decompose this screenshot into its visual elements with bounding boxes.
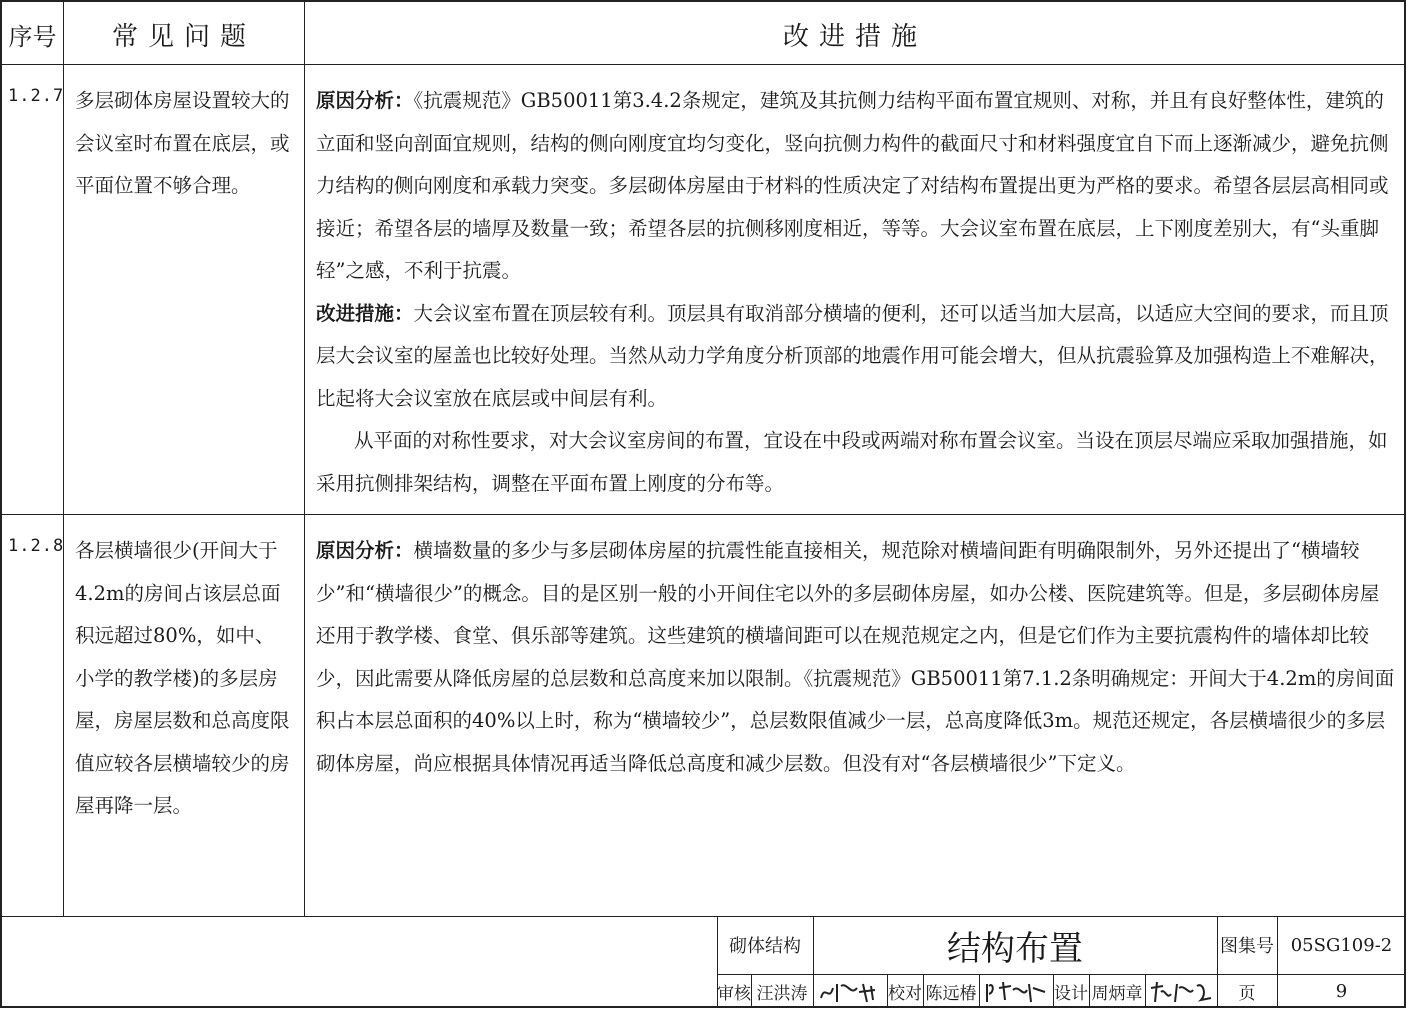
tb-title: 结构布置 — [947, 928, 1083, 969]
row-measures — [316, 80, 1396, 505]
measure-text-2: 从平面的对称性要求，对大会议室房间的布置，宜设在中段或两端对称布置会议室。当设在顶层尽端应采取加强措施，如采用抗侧排架结构，调整在平面布置上刚度的分布等。 — [316, 429, 1388, 495]
tb-check-label: 校对 — [888, 983, 922, 1004]
checker-signature — [983, 978, 1049, 1006]
tb-category: 砌体结构 — [729, 936, 801, 957]
tb-atlas-no: 05SG109-2 — [1290, 934, 1393, 956]
cause-text: 横墙数量的多少与多层砌体房屋的抗震性能直接相关，规范除对横墙间距有明确限制外，另外还提出了“横墙较少”和“横墙很少”的概念。目的是区别一般的小开间住宅以外的多层砌体房屋，如办公楼、医院建筑等。但是，多层砌体房屋还用于教学楼、食堂、俱乐部等建筑。这些建筑的横墙间距可以在规范规定之内，但是它们作为主要抗震构件的墙体却比较少，因此需要从降低房屋的总层数和总高度来加以限制。《抗震规范》GB50011第7.1.2条明确规定：开间大于4.2m的房间面积占本层总面积的40%以上时，称为“横墙较少”，总层数限值减少一层，总高度降低3m。规范还规定，各层横墙很少的多层砌体房屋，尚应根据具体情况再适当降低总高度和减少层数。但没有对“各层横墙很少”下定义。 — [316, 539, 1395, 775]
measure-text: 大会议室布置在顶层较有利。顶层具有取消部分横墙的便利，还可以适当加大层高，以适应大空间的要求，而且顶层大会议室的屋盖也比较好处理。当然从动力学角度分析顶部的地震作用可能会增大，但从抗震验算及加强构造上不难解决，比起将大会议室放在底层或中间层有利。 — [316, 301, 1389, 410]
tb-review-label: 审核 — [717, 983, 751, 1004]
row-problem: 多层砌体房屋设置较大的会议室时布置在底层，或平面位置不够合理。 — [75, 89, 290, 197]
measure-label: 改进措施： — [316, 301, 414, 325]
cause-label: 原因分析： — [316, 539, 414, 562]
col-rule-2 — [304, 2, 305, 916]
row-num: 1.2.7 — [8, 86, 65, 106]
reviewer-signature — [817, 978, 883, 1006]
tb-page-label: 页 — [1238, 983, 1256, 1004]
tb-design-label: 设计 — [1054, 983, 1088, 1004]
designer-signature — [1147, 978, 1215, 1006]
col-rule-1 — [63, 2, 64, 916]
cause-label: 原因分析： — [316, 89, 414, 112]
tb-reviewer: 汪洪涛 — [756, 983, 808, 1004]
header-rule — [2, 64, 1404, 65]
row-problem: 各层横墙很少(开间大于4.2m的房间占该层总面积远超过80%，如中、小学的教学楼)的多层房屋，房屋层数和总高度限值应较各层横墙较少的房屋再降一层。 — [75, 539, 290, 817]
row-num: 1.2.8 — [8, 536, 65, 556]
tb-checker: 陈远椿 — [925, 983, 977, 1004]
title-block — [717, 916, 1406, 1008]
row-measures — [316, 530, 1396, 785]
tb-designer: 周炳章 — [1091, 983, 1143, 1004]
tb-page-no: 9 — [1335, 980, 1348, 1002]
header-problem: 常见问题 — [111, 21, 256, 52]
tb-atlas-label: 图集号 — [1220, 936, 1274, 957]
cause-text: 《抗震规范》GB50011第3.4.2条规定，建筑及其抗侧力结构平面布置宜规则、对称，并且有良好整体性，建筑的立面和竖向剖面宜规则，结构的侧向刚度宜均匀变化，竖向抗侧力构件的截面尺寸和材料强度宜自下而上逐渐减少，避免抗侧力结构的侧向刚度和承载力突变。多层砌体房屋由于材料的性质决定了对结构布置提出更为严格的要求。希望各层层高相同或接近；希望各层的墙厚及数量一致；希望各层的抗侧移刚度相近，等等。大会议室布置在底层，上下刚度差别大，有“头重脚轻”之感，不利于抗震。 — [316, 89, 1389, 282]
row-rule — [2, 514, 1404, 515]
header-measures: 改进措施 — [782, 21, 927, 52]
header-num: 序号 — [8, 22, 57, 51]
